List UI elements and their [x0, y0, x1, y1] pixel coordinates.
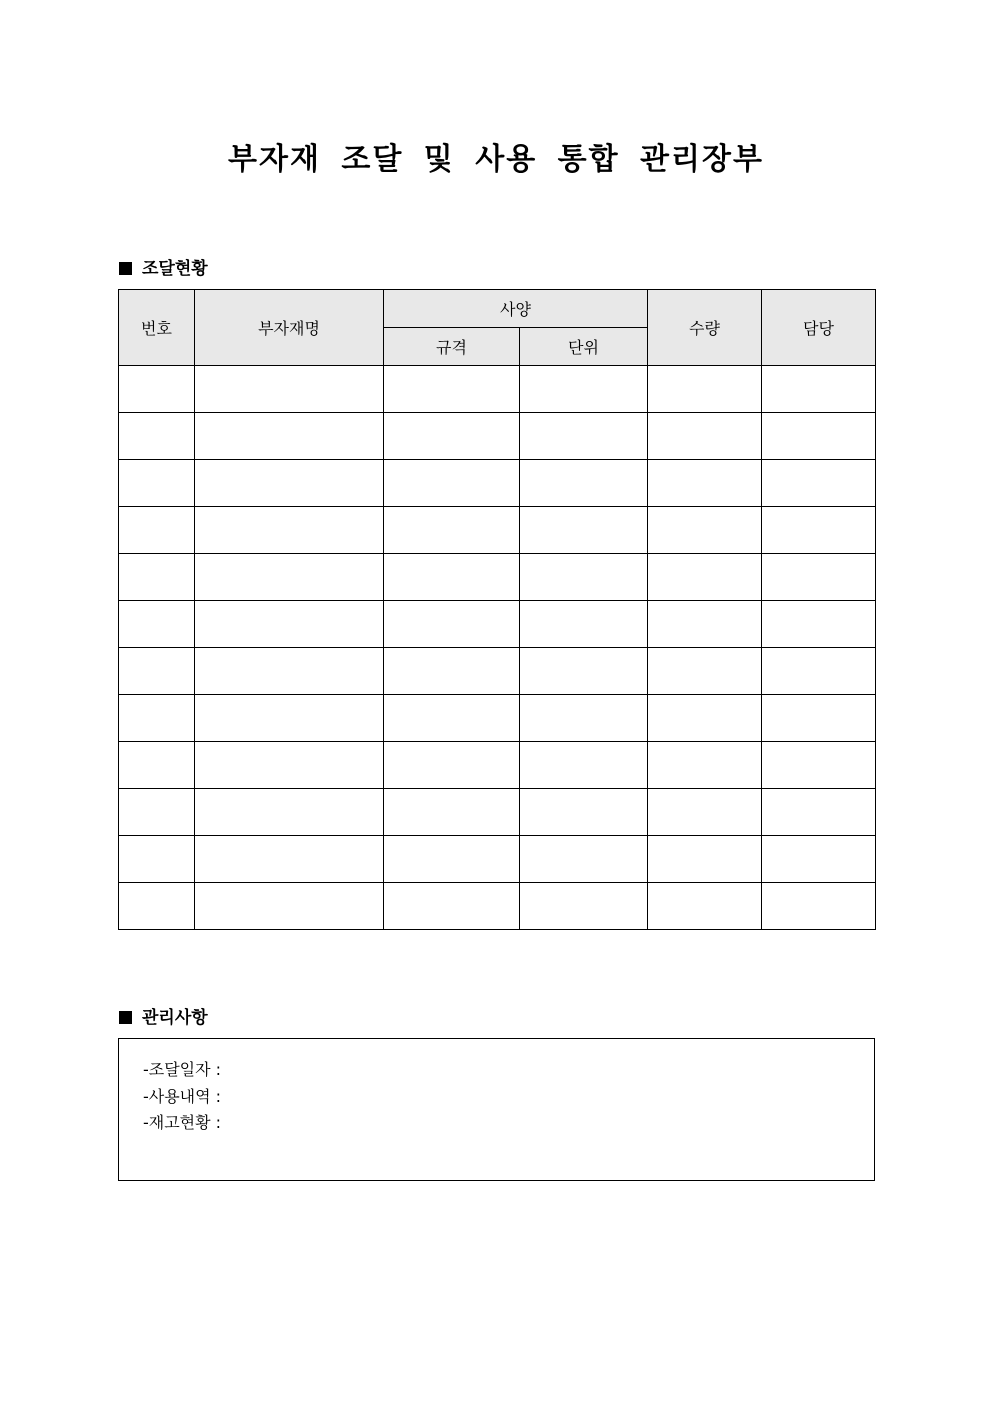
table-cell[interactable] — [384, 695, 520, 742]
header-spec: 규격 — [384, 328, 520, 366]
table-cell[interactable] — [195, 366, 384, 413]
table-cell[interactable] — [195, 883, 384, 930]
table-cell[interactable] — [648, 601, 762, 648]
table-cell[interactable] — [119, 836, 195, 883]
table-cell[interactable] — [648, 554, 762, 601]
table-cell[interactable] — [119, 507, 195, 554]
note-procurement-date: -조달일자 : — [143, 1060, 222, 1079]
table-cell[interactable] — [520, 601, 648, 648]
table-cell[interactable] — [520, 460, 648, 507]
table-cell[interactable] — [119, 883, 195, 930]
table-cell[interactable] — [384, 742, 520, 789]
table-cell[interactable] — [648, 789, 762, 836]
section-heading-procurement — [119, 254, 208, 279]
table-cell[interactable] — [119, 789, 195, 836]
table-cell[interactable] — [520, 883, 648, 930]
header-name: 부자재명 — [195, 290, 384, 366]
square-bullet-icon — [119, 1011, 132, 1024]
table-cell[interactable] — [762, 460, 876, 507]
table-cell[interactable] — [119, 695, 195, 742]
table-cell[interactable] — [520, 742, 648, 789]
table-cell[interactable] — [119, 460, 195, 507]
table-row — [119, 648, 876, 695]
table-cell[interactable] — [520, 554, 648, 601]
section-heading-management — [119, 1003, 208, 1028]
table-cell[interactable] — [520, 413, 648, 460]
section-heading-text: 조달현황 — [142, 259, 208, 279]
table-cell[interactable] — [648, 742, 762, 789]
table-cell[interactable] — [648, 836, 762, 883]
table-cell[interactable] — [520, 789, 648, 836]
table-cell[interactable] — [648, 648, 762, 695]
table-row — [119, 554, 876, 601]
table-cell[interactable] — [195, 742, 384, 789]
note-usage: -사용내역 : — [143, 1086, 222, 1106]
table-cell[interactable] — [119, 648, 195, 695]
procurement-table — [118, 289, 876, 930]
table-cell[interactable] — [762, 789, 876, 836]
header-spec-group: 사양 — [384, 290, 648, 328]
table-cell[interactable] — [762, 413, 876, 460]
table-row — [119, 507, 876, 554]
table-cell[interactable] — [195, 507, 384, 554]
table-row — [119, 413, 876, 460]
table-cell[interactable] — [384, 836, 520, 883]
table-row — [119, 883, 876, 930]
table-cell[interactable] — [384, 648, 520, 695]
table-cell[interactable] — [384, 507, 520, 554]
table-cell[interactable] — [384, 554, 520, 601]
note-inventory: -재고현황 : — [143, 1113, 222, 1132]
table-cell[interactable] — [762, 695, 876, 742]
header-no: 번호 — [119, 290, 195, 366]
table-cell[interactable] — [195, 460, 384, 507]
table-cell[interactable] — [648, 507, 762, 554]
table-cell[interactable] — [384, 366, 520, 413]
table-row — [119, 742, 876, 789]
table-cell[interactable] — [195, 789, 384, 836]
table-cell[interactable] — [119, 413, 195, 460]
header-qty: 수량 — [648, 290, 762, 366]
table-cell[interactable] — [648, 460, 762, 507]
table-row — [119, 460, 876, 507]
table-cell[interactable] — [648, 366, 762, 413]
table-cell[interactable] — [119, 601, 195, 648]
table-row — [119, 601, 876, 648]
table-cell[interactable] — [195, 601, 384, 648]
table-cell[interactable] — [762, 836, 876, 883]
table-cell[interactable] — [762, 554, 876, 601]
table-cell[interactable] — [648, 695, 762, 742]
table-cell[interactable] — [384, 601, 520, 648]
header-unit: 단위 — [520, 328, 648, 366]
table-cell[interactable] — [520, 695, 648, 742]
table-cell[interactable] — [762, 601, 876, 648]
table-cell[interactable] — [520, 648, 648, 695]
table-cell[interactable] — [762, 648, 876, 695]
table-cell[interactable] — [119, 742, 195, 789]
table-cell[interactable] — [384, 789, 520, 836]
table-cell[interactable] — [762, 742, 876, 789]
table-row — [119, 836, 876, 883]
table-cell[interactable] — [648, 883, 762, 930]
table-row — [119, 695, 876, 742]
table-cell[interactable] — [384, 413, 520, 460]
section-heading-text: 관리사항 — [142, 1008, 208, 1028]
table-cell[interactable] — [119, 554, 195, 601]
table-row — [119, 366, 876, 413]
table-cell[interactable] — [762, 883, 876, 930]
table-cell[interactable] — [119, 366, 195, 413]
header-owner: 담당 — [762, 290, 876, 366]
table-row — [119, 789, 876, 836]
square-bullet-icon — [119, 262, 132, 275]
table-cell[interactable] — [520, 507, 648, 554]
table-cell[interactable] — [762, 366, 876, 413]
table-cell[interactable] — [195, 695, 384, 742]
page-title: 부자재 조달 및 사용 통합 관리장부 — [228, 142, 764, 177]
table-cell[interactable] — [384, 883, 520, 930]
table-cell[interactable] — [520, 836, 648, 883]
table-cell[interactable] — [195, 554, 384, 601]
management-notes-box — [118, 1038, 875, 1181]
table-cell[interactable] — [384, 460, 520, 507]
table-cell[interactable] — [195, 648, 384, 695]
table-cell[interactable] — [195, 413, 384, 460]
table-cell[interactable] — [762, 507, 876, 554]
table-cell[interactable] — [648, 413, 762, 460]
table-cell[interactable] — [520, 366, 648, 413]
table-cell[interactable] — [195, 836, 384, 883]
